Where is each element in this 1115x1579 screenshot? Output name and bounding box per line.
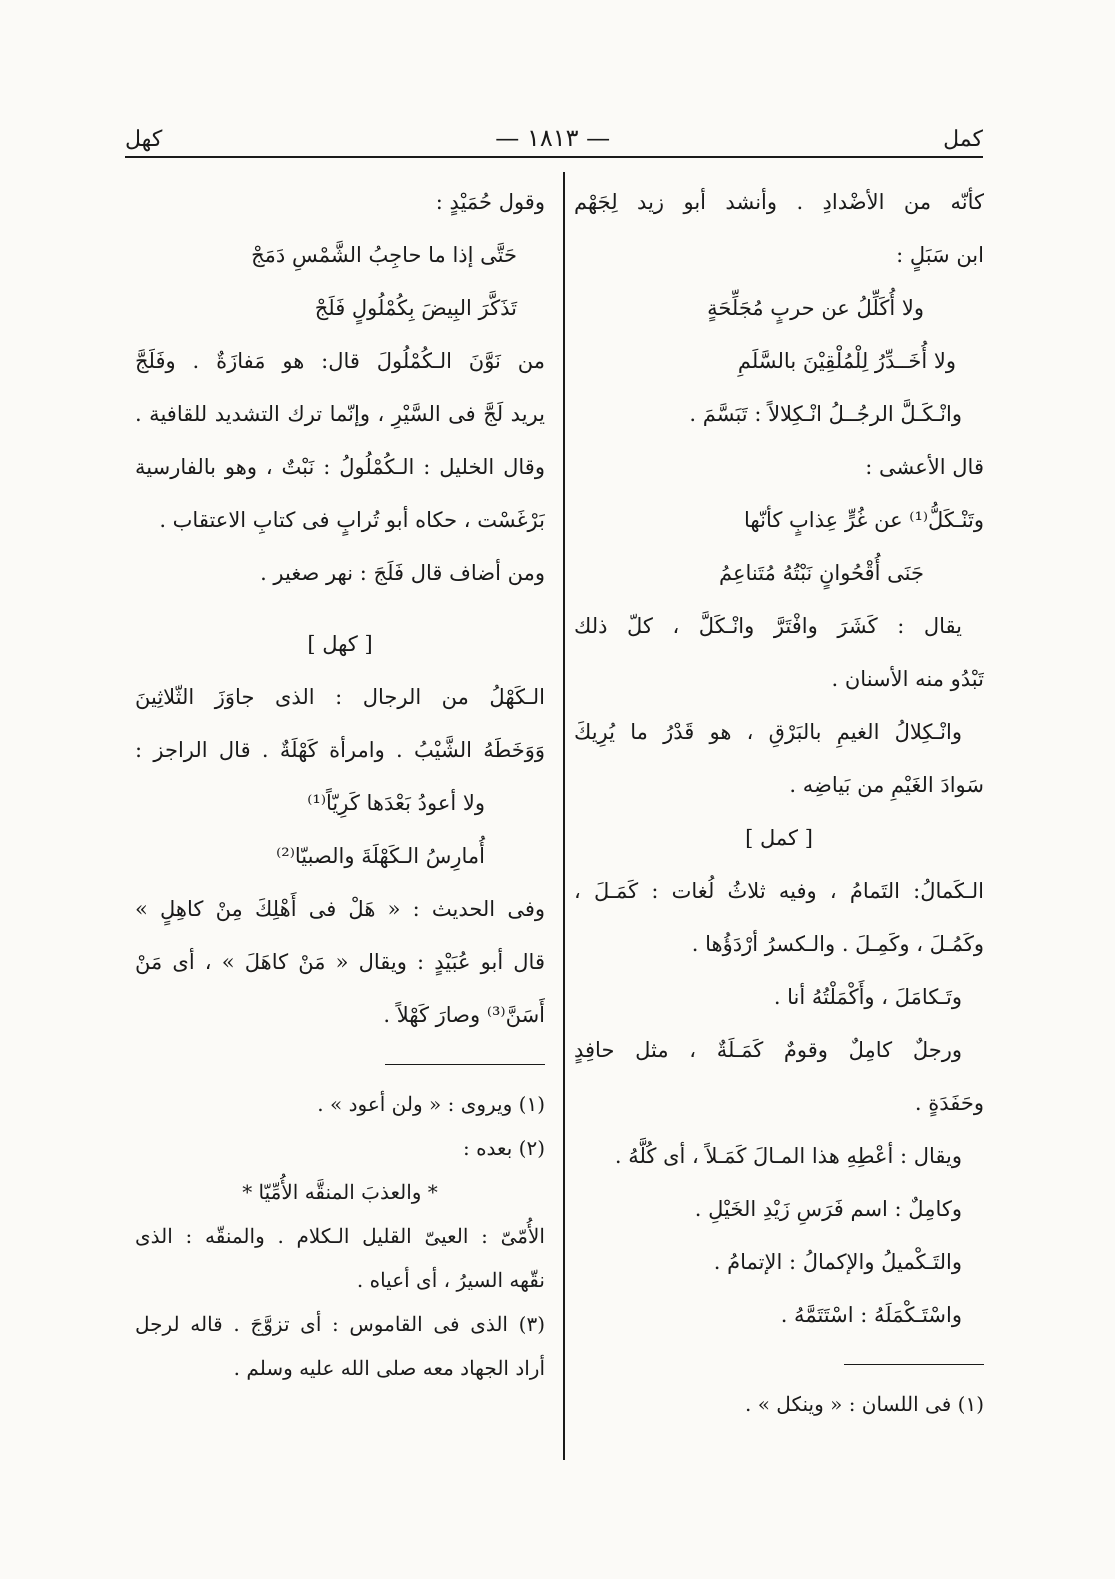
text-line: سَوادَ الغَيْمِ من بَياضِه . <box>789 773 984 797</box>
text-line: أَسَنَّ⁽³⁾ وصارَ كَهْلاً . <box>383 1003 545 1027</box>
text-line: وَوَخَطَهُ الشَّيْبُ . وامرأة كَهْلَةٌ . قال الراجز : <box>135 738 545 762</box>
verse-line: جَنَى أُقْحُوانٍ نَبْتُهُ مُتَناعِمُ <box>719 561 924 585</box>
text-line: وانْـكَـلَّ الرجُــلُ انْـكِلالاً : تَبَسَّمَ . <box>689 402 962 426</box>
text-line: وتَـكامَلَ ، وأَكْمَلْتُهُ أنا . <box>773 985 962 1009</box>
left-column <box>135 176 545 1390</box>
footnote-separator <box>574 1342 984 1382</box>
footnote: (١) ويروى : « ولن أعود » . <box>317 1092 545 1116</box>
spacer <box>135 600 545 618</box>
text-line: الـكَهْلُ من الرجال : الذى جاوَزَ الثّلاثِينَ <box>135 685 545 709</box>
right-column <box>574 176 984 1426</box>
footnote: (٢) بعده : <box>462 1136 545 1160</box>
verse-line: حَتَّى إذا ما حاجِبُ الشَّمْسِ دَمَجْ <box>251 243 517 267</box>
text-line: واسْتَـكْمَلَهُ : اسْتَتَمَّهُ . <box>780 1303 962 1327</box>
verse-line: ولا أُخَــدِّرُ لِلْمُلْقِيْنَ بالسَّلَمِ <box>737 349 956 373</box>
text-line: وانْـكِلالُ الغيمِ بالبَرْقِ ، هو قَدْرُ ما يُرِيكَ <box>574 720 962 744</box>
verse-line: ولا أُكَلِّلُ عن حربٍ مُجَلِّحَةٍ <box>707 296 924 320</box>
footnote: (١) فى اللسان : « وينكل » . <box>744 1392 984 1416</box>
text-line: وحَفَدَةٍ . <box>914 1091 984 1115</box>
footnote: نقّهه السيرُ ، أى أعياه . <box>356 1268 545 1292</box>
verse-line: أُمارِسُ الـكَهْلَةَ والصبيّا⁽²⁾ <box>276 844 485 868</box>
text-line: ابن سَبَلٍ : <box>896 243 984 267</box>
text-line: وفى الحديث : « هَلْ فى أَهْلِكَ مِنْ كاهِلٍ » <box>135 897 545 921</box>
text-line: وقال الخليل : الـكُمْلُولُ : نَبْتٌ ، وهو بالفارسية <box>135 455 545 479</box>
page-number: — ١٨١٣ — <box>495 124 611 152</box>
verse-line: ولا أعودُ بَعْدَها كَرِيّاً⁽¹⁾ <box>307 791 485 815</box>
text-line: كأنّه من الأضْدادِ . وأنشد أبو زيد لِجَهْم <box>574 190 984 214</box>
text-line: تَبْدُو منه الأسنان . <box>831 667 984 691</box>
text-line: يريد لَجَّ فى السَّيْرِ ، وإنّما ترك التشديد للقافية . <box>135 402 545 426</box>
header-entry-right: كمل <box>943 127 983 152</box>
section-heading: [ كمل ] <box>745 826 813 850</box>
verse-line: وتَنْـكَلُّ⁽¹⁾ عن غُرٍّ عِذابٍ كأنّها <box>744 508 984 532</box>
text-line: الـكَمالُ: التَمامُ ، وفيه ثلاثُ لُغات : كَمَـلَ ، <box>574 879 984 903</box>
text-line: قال الأعشى : <box>865 455 984 479</box>
footnote: أراد الجهاد معه صلى الله عليه وسلم . <box>233 1356 545 1380</box>
verse-line: تَذَكَّرَ البِيضَ بِكُمْلُولٍ فَلَجْ <box>314 296 517 320</box>
section-heading: [ كهل ] <box>307 632 373 656</box>
text-line: وقول حُمَيْدٍ : <box>435 190 545 214</box>
text-line: ويقال : أعْطِهِ هذا المـالَ كَمَـلاً ، أى كُلَّهُ . <box>614 1144 962 1168</box>
footnote-verse: * والعذبَ المنقَّه الأُمِّيّا * <box>242 1180 438 1204</box>
text-line: وكَمُـلَ ، وكَمِـلَ . والـكسرُ أرْدَؤُها . <box>691 932 984 956</box>
header-entry-left: كهل <box>125 127 163 152</box>
text-line: وكامِلٌ : اسم فَرَسِ زَيْدِ الخَيْلِ . <box>694 1197 962 1221</box>
text-line: والتَـكْميلُ والإكمالُ : الإتمامُ . <box>713 1250 962 1274</box>
footnote-separator <box>135 1042 545 1082</box>
text-line: يقال : كَشَرَ وافْتَرَّ وانْـكَلَّ ، كلّ ذلك <box>574 614 962 638</box>
footnote: (٣) الذى فى القاموس : أى تزوَّجَ . قاله لرجل <box>135 1312 545 1336</box>
text-line: بَرْغَسْت ، حكاه أبو تُرابٍ فى كتابِ الاعتقاب . <box>159 508 545 532</box>
text-line: قال أبو عُبَيْدٍ : ويقال « مَنْ كاهَلَ » ، أى مَنْ <box>135 950 545 974</box>
text-line: ورجلٌ كامِلٌ وقومٌ كَمَـلَةٌ ، مثل حافِدٍ <box>574 1038 962 1062</box>
page-header <box>125 118 983 158</box>
text-line: ومن أضاف قال فَلَجَ : نهر صغير . <box>260 561 545 585</box>
footnote: الأُمّىّ : العيىّ القليل الـكلام . والمنقّه : الذى <box>135 1224 545 1248</box>
text-line: من نَوَّنَ الـكُمْلُولَ قال: هو مَفازَةٌ . وفَلَجَّ <box>135 349 545 373</box>
column-divider <box>563 172 565 1460</box>
